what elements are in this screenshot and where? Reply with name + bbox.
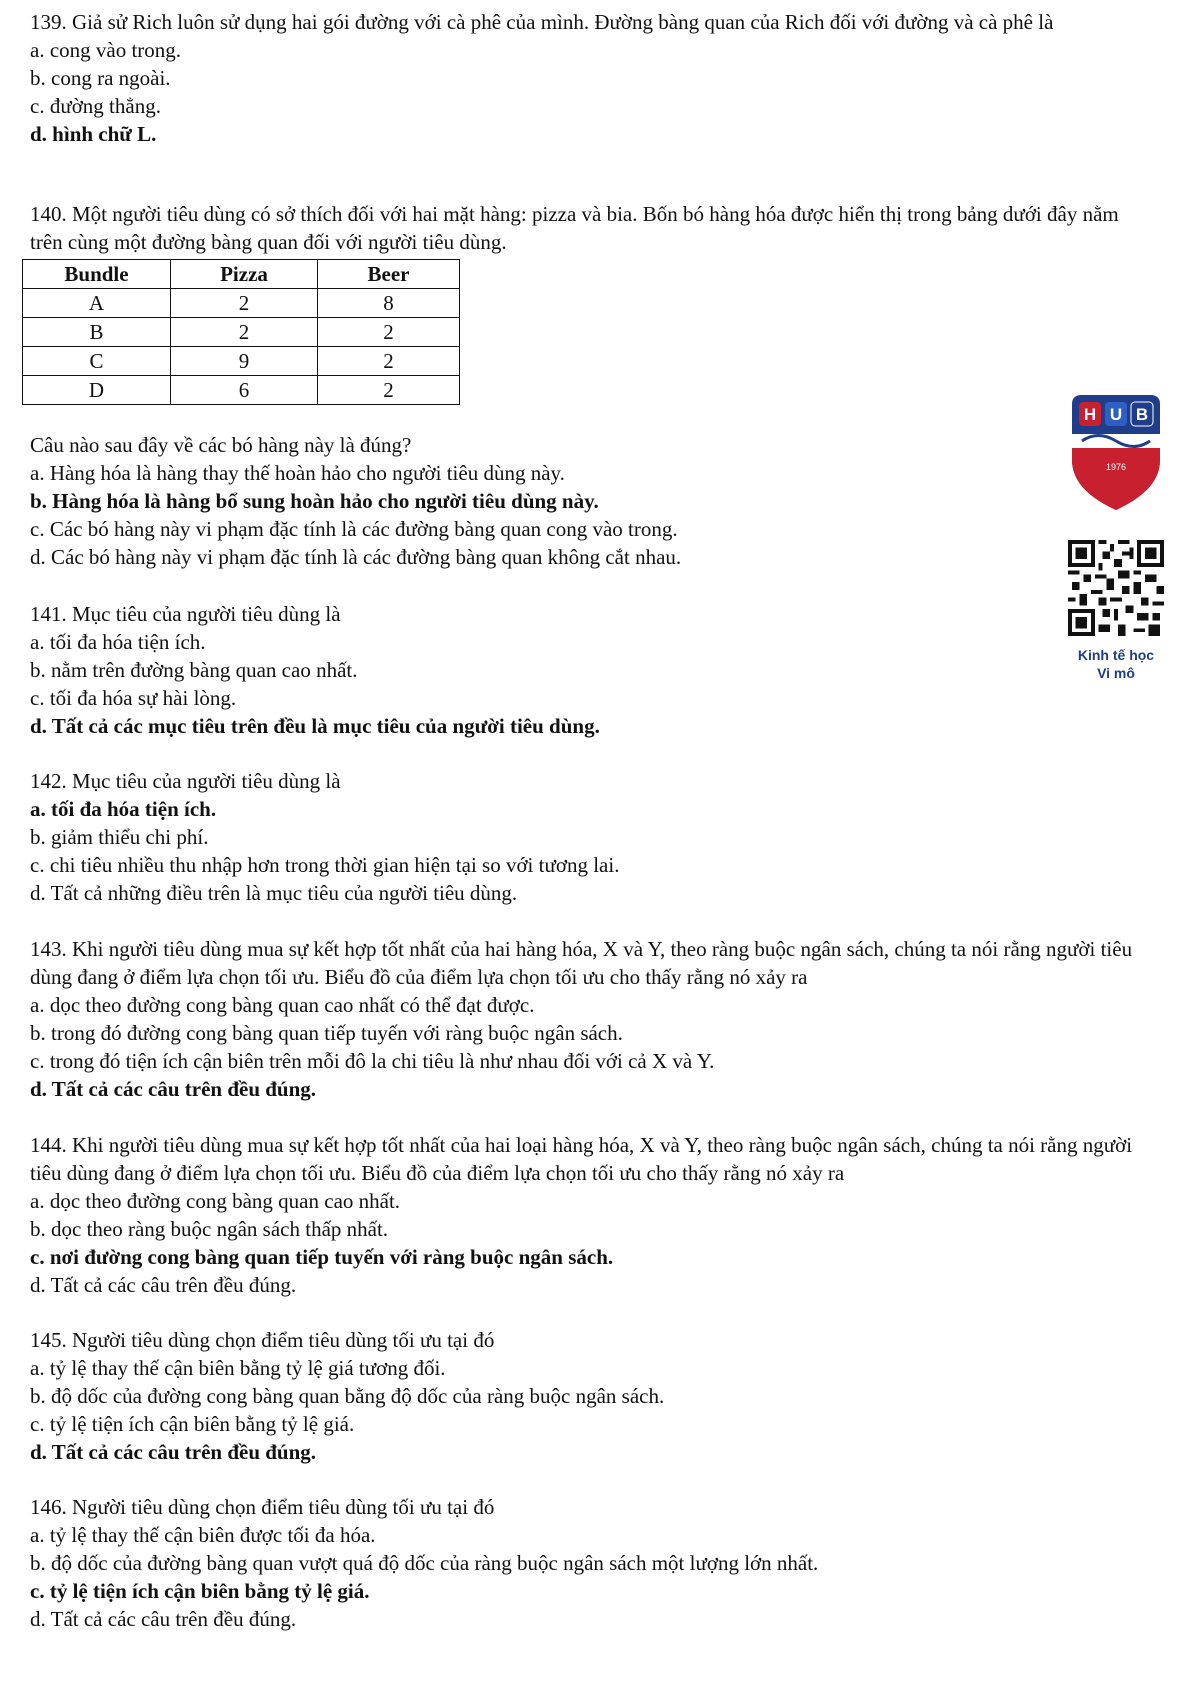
option-a: a. Hàng hóa là hàng thay thế hoàn hảo cho người tiêu dùng này. xyxy=(30,461,565,485)
question-144 xyxy=(30,1131,1150,1299)
table-cell: C xyxy=(23,347,171,376)
question-stem: 141. Mục tiêu của người tiêu dùng là xyxy=(30,602,341,626)
question-stem: 143. Khi người tiêu dùng mua sự kết hợp tốt nhất của hai hàng hóa, X và Y, theo ràng buộc ngân sách, chúng ta nói rằng người tiêu dùng đang ở điểm lựa chọn tối ưu. Biểu đồ của điểm lựa chọn tối ưu cho thấy rằng nó xảy ra xyxy=(30,937,1133,989)
question-140 xyxy=(30,200,1150,571)
option-c: c. trong đó tiện ích cận biên trên mỗi đô la chi tiêu là như nhau đối với cả X và Y. xyxy=(30,1049,715,1073)
question-stem: 145. Người tiêu dùng chọn điểm tiêu dùng tối ưu tại đó xyxy=(30,1328,495,1352)
question-stem: 140. Một người tiêu dùng có sở thích đối với hai mặt hàng: pizza và bia. Bốn bó hàng hóa được hiển thị trong bảng dưới đây nằm trên cùng một đường bàng quan đối với người tiêu dùng. xyxy=(30,202,1119,254)
table-cell: B xyxy=(23,318,171,347)
option-c-answer: c. tỷ lệ tiện ích cận biên bằng tỷ lệ giá. xyxy=(30,1579,370,1603)
option-b: b. độ dốc của đường cong bàng quan bằng độ dốc của ràng buộc ngân sách. xyxy=(30,1384,665,1408)
table-row xyxy=(23,318,460,347)
option-c: c. chi tiêu nhiều thu nhập hơn trong thời gian hiện tại so với tương lai. xyxy=(30,853,620,877)
question-stem: 142. Mục tiêu của người tiêu dùng là xyxy=(30,769,341,793)
table-header: Pizza xyxy=(171,260,318,289)
option-c: c. Các bó hàng này vi phạm đặc tính là các đường bàng quan cong vào trong. xyxy=(30,517,678,541)
table-cell: 2 xyxy=(171,318,318,347)
option-b: b. giảm thiểu chi phí. xyxy=(30,825,209,849)
qr-code-icon xyxy=(1068,540,1164,636)
option-a: a. tỷ lệ thay thế cận biên bằng tỷ lệ giá tương đối. xyxy=(30,1356,446,1380)
logo-letter: B xyxy=(1135,405,1149,424)
hub-logo-icon xyxy=(1068,390,1164,515)
logo-year: 1976 xyxy=(1105,462,1127,472)
question-146 xyxy=(30,1493,1150,1633)
option-b: b. trong đó đường cong bàng quan tiếp tuyến với ràng buộc ngân sách. xyxy=(30,1021,623,1045)
option-d: d. Tất cả các câu trên đều đúng. xyxy=(30,1607,297,1631)
option-d-answer: d. Tất cả các mục tiêu trên đều là mục tiêu của người tiêu dùng. xyxy=(30,714,600,738)
option-a: a. dọc theo đường cong bàng quan cao nhất có thể đạt được. xyxy=(30,993,535,1017)
table-cell: A xyxy=(23,289,171,318)
option-b: b. nằm trên đường bàng quan cao nhất. xyxy=(30,658,358,682)
option-b-answer: b. Hàng hóa là hàng bổ sung hoàn hảo cho người tiêu dùng này. xyxy=(30,489,599,513)
option-a: a. dọc theo đường cong bàng quan cao nhất. xyxy=(30,1189,401,1213)
option-b: b. độ dốc của đường bàng quan vượt quá độ dốc của ràng buộc ngân sách một lượng lớn nhất. xyxy=(30,1551,819,1575)
question-143 xyxy=(30,935,1150,1103)
question-145 xyxy=(30,1326,1150,1466)
table-cell: 2 xyxy=(171,289,318,318)
table-header: Bundle xyxy=(23,260,171,289)
option-d-answer: d. hình chữ L. xyxy=(30,122,157,146)
table-cell: 2 xyxy=(318,347,460,376)
option-d: d. Tất cả những điều trên là mục tiêu của người tiêu dùng. xyxy=(30,881,518,905)
option-a: a. tối đa hóa tiện ích. xyxy=(30,630,206,654)
table-header-row xyxy=(23,260,460,289)
table-row xyxy=(23,376,460,405)
table-cell: 9 xyxy=(171,347,318,376)
logo-letter: H xyxy=(1083,405,1097,424)
option-c-answer: c. nơi đường cong bàng quan tiếp tuyến với ràng buộc ngân sách. xyxy=(30,1245,614,1269)
table-cell: 8 xyxy=(318,289,460,318)
option-c: c. đường thẳng. xyxy=(30,94,161,118)
table-cell: 2 xyxy=(318,376,460,405)
option-a: a. cong vào trong. xyxy=(30,38,182,62)
option-d: d. Các bó hàng này vi phạm đặc tính là các đường bàng quan không cắt nhau. xyxy=(30,545,682,569)
bundle-table xyxy=(22,259,460,405)
table-header: Beer xyxy=(318,260,460,289)
option-d: d. Tất cả các câu trên đều đúng. xyxy=(30,1273,297,1297)
table-row xyxy=(23,347,460,376)
option-d-answer: d. Tất cả các câu trên đều đúng. xyxy=(30,1440,317,1464)
subject-caption-line1: Kinh tế học xyxy=(1077,647,1155,663)
question-stem: 144. Khi người tiêu dùng mua sự kết hợp tốt nhất của hai loại hàng hóa, X và Y, theo ràng buộc ngân sách, chúng ta nói rằng người tiêu dùng đang ở điểm lựa chọn tối ưu. Biểu đồ của điểm lựa chọn tối ưu cho thấy rằng nó xảy ra xyxy=(30,1133,1133,1185)
table-row xyxy=(23,289,460,318)
subject-caption-line2: Vi mô xyxy=(1097,665,1135,681)
question-stem: 146. Người tiêu dùng chọn điểm tiêu dùng tối ưu tại đó xyxy=(30,1495,495,1519)
option-d-answer: d. Tất cả các câu trên đều đúng. xyxy=(30,1077,317,1101)
option-b: b. dọc theo ràng buộc ngân sách thấp nhất. xyxy=(30,1217,389,1241)
option-b: b. cong ra ngoài. xyxy=(30,66,171,90)
question-141 xyxy=(30,600,1150,740)
table-cell: D xyxy=(23,376,171,405)
table-cell: 2 xyxy=(318,318,460,347)
question-prompt: Câu nào sau đây về các bó hàng này là đúng? xyxy=(30,433,412,457)
option-c: c. tỷ lệ tiện ích cận biên bằng tỷ lệ giá. xyxy=(30,1412,355,1436)
question-139 xyxy=(30,8,1150,148)
logo-letter: U xyxy=(1109,405,1123,424)
option-a-answer: a. tối đa hóa tiện ích. xyxy=(30,797,217,821)
question-stem: 139. Giả sử Rich luôn sử dụng hai gói đường với cà phê của mình. Đường bàng quan của Rich đối với đường và cà phê là xyxy=(30,10,1054,34)
table-cell: 6 xyxy=(171,376,318,405)
option-a: a. tỷ lệ thay thế cận biên được tối đa hóa. xyxy=(30,1523,376,1547)
option-c: c. tối đa hóa sự hài lòng. xyxy=(30,686,237,710)
question-142 xyxy=(30,767,1150,907)
